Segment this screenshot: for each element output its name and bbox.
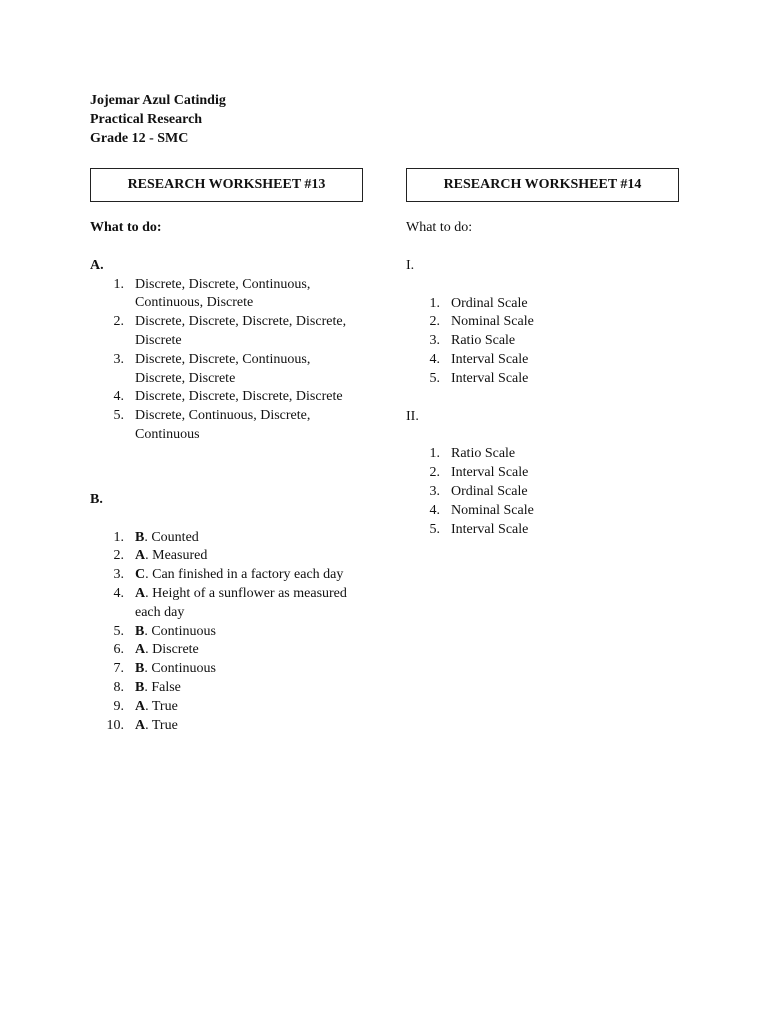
- list-item: [406, 521, 679, 540]
- answer-letter: C: [135, 567, 146, 583]
- part-ii-label: II.: [406, 408, 419, 424]
- student-name: Jojemar Azul Catindig: [90, 93, 226, 108]
- list-item: [406, 313, 679, 332]
- list-item: [406, 295, 679, 314]
- item-number: 4.: [429, 502, 440, 518]
- item-text: . Counted: [144, 529, 199, 545]
- part-b-label: B.: [90, 491, 103, 507]
- item-number: 5.: [113, 408, 124, 424]
- item-text: . False: [144, 679, 181, 695]
- answer-letter: A: [135, 642, 146, 658]
- item-text: Discrete, Discrete, Discrete, Discrete: [135, 389, 343, 405]
- item-number: 3.: [113, 351, 124, 367]
- item-text: . Discrete: [145, 642, 199, 658]
- answer-letter: B: [135, 529, 145, 545]
- list-item: [90, 660, 363, 679]
- list-item: [90, 388, 363, 407]
- item-text: Ratio Scale: [451, 333, 516, 349]
- item-text: Ordinal Scale: [451, 483, 528, 499]
- worksheet-13-instructions: What to do:: [90, 220, 162, 235]
- item-number: 1.: [113, 529, 124, 545]
- list-item: [90, 641, 363, 660]
- list-item: [90, 566, 363, 585]
- list-item: [90, 529, 363, 548]
- item-number: 4.: [113, 585, 124, 601]
- list-item: [90, 407, 363, 445]
- list-item: [406, 483, 679, 502]
- part-a-list: [90, 276, 363, 445]
- answer-letter: B: [135, 679, 145, 695]
- item-number: 2.: [429, 314, 440, 330]
- answer-letter: A: [135, 698, 146, 714]
- item-number: 8.: [113, 679, 124, 695]
- answer-letter: A: [135, 585, 146, 601]
- item-text: . Continuous: [144, 661, 216, 677]
- item-text: Discrete, Discrete, Continuous, Continuous, Discrete: [135, 276, 311, 311]
- list-item: [90, 313, 363, 351]
- item-text: Discrete, Discrete, Continuous, Discrete, Discrete: [135, 351, 311, 386]
- grade-section: Grade 12 - SMC: [90, 131, 189, 146]
- item-number: 10.: [106, 717, 124, 733]
- item-number: 3.: [429, 333, 440, 349]
- item-text: . True: [145, 698, 178, 714]
- item-number: 5.: [429, 370, 440, 386]
- worksheet-14-column: [406, 168, 679, 539]
- answer-letter: B: [135, 623, 145, 639]
- item-text: Discrete, Continuous, Discrete, Continuous: [135, 408, 311, 442]
- list-item: [406, 502, 679, 521]
- item-number: 2.: [429, 465, 440, 481]
- worksheet-14-instructions: What to do:: [406, 220, 473, 235]
- part-i-list: [406, 295, 679, 389]
- item-text: Interval Scale: [451, 351, 529, 367]
- item-text: . Can finished in a factory each day: [145, 567, 344, 583]
- item-number: 7.: [113, 661, 124, 677]
- list-item: [90, 276, 363, 314]
- part-b-list: [90, 529, 363, 736]
- list-item: [90, 547, 363, 566]
- list-item: [406, 445, 679, 464]
- worksheet-14-title: RESEARCH WORKSHEET #14: [406, 168, 679, 202]
- item-number: 9.: [113, 698, 124, 714]
- item-text: . Measured: [145, 548, 208, 564]
- answer-letter: B: [135, 661, 145, 677]
- item-text: Nominal Scale: [451, 314, 534, 330]
- item-number: 2.: [113, 314, 124, 330]
- item-number: 1.: [113, 276, 124, 292]
- list-item: [90, 698, 363, 717]
- item-number: 3.: [113, 567, 124, 583]
- item-text: Ratio Scale: [451, 446, 516, 462]
- list-item: [90, 585, 363, 623]
- item-text: . True: [145, 717, 178, 733]
- item-text: Nominal Scale: [451, 502, 534, 518]
- list-item: [406, 351, 679, 370]
- item-number: 5.: [113, 623, 124, 639]
- subject-name: Practical Research: [90, 112, 203, 127]
- worksheet-13-title: RESEARCH WORKSHEET #13: [90, 168, 363, 202]
- answer-letter: A: [135, 548, 146, 564]
- item-number: 1.: [429, 295, 440, 311]
- list-item: [406, 370, 679, 389]
- item-text: Interval Scale: [451, 370, 529, 386]
- item-text: Ordinal Scale: [451, 295, 528, 311]
- list-item: [90, 351, 363, 389]
- list-item: [90, 679, 363, 698]
- list-item: [406, 464, 679, 483]
- document-header: [90, 92, 226, 149]
- item-number: 4.: [113, 389, 124, 405]
- item-text: . Height of a sunflower as measured each day: [135, 585, 347, 620]
- item-text: Interval Scale: [451, 465, 529, 481]
- list-item: [90, 623, 363, 642]
- item-text: . Continuous: [144, 623, 216, 639]
- item-number: 6.: [113, 642, 124, 658]
- item-text: Discrete, Discrete, Discrete, Discrete, Discrete: [135, 314, 347, 348]
- answer-letter: A: [135, 717, 146, 733]
- list-item: [90, 717, 363, 736]
- worksheet-13-column: [90, 168, 363, 735]
- item-number: 2.: [113, 548, 124, 564]
- part-ii-list: [406, 445, 679, 539]
- item-number: 5.: [429, 521, 440, 537]
- list-item: [406, 332, 679, 351]
- part-i-label: I.: [406, 257, 415, 273]
- item-number: 1.: [429, 446, 440, 462]
- item-number: 3.: [429, 483, 440, 499]
- item-number: 4.: [429, 351, 440, 367]
- part-a-label: A.: [90, 257, 104, 273]
- item-text: Interval Scale: [451, 521, 529, 537]
